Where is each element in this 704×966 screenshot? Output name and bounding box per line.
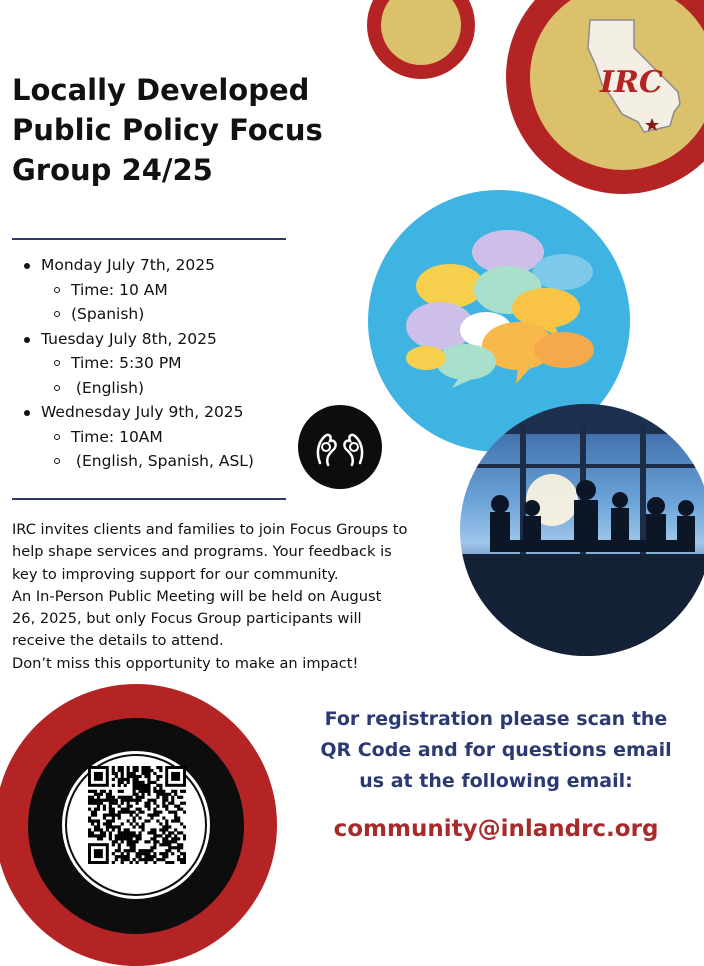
schedule-time-3: Time: 10AM: [22, 425, 312, 450]
decor-circle-small: [367, 0, 475, 79]
schedule-time-2: Time: 5:30 PM: [22, 351, 312, 376]
schedule-day-2: Tuesday July 8th, 2025: [22, 327, 312, 352]
qr-code[interactable]: [88, 766, 186, 864]
page-title: Locally Developed Public Policy Focus Group 24/25: [12, 73, 323, 187]
schedule-language-3: (English, Spanish, ASL): [22, 449, 312, 474]
meeting-silhouette-image: [460, 404, 704, 656]
contact-email-link[interactable]: community@inlandrc.org: [333, 816, 659, 842]
divider-bottom: [12, 498, 286, 500]
logo-text: IRC: [600, 65, 663, 100]
schedule-list: [22, 253, 312, 474]
description-text: IRC invites clients and families to join Focus Groups to help shape services and programs. Your feedback is key to improving support for our community. An In-Person Public Meeting will be held on August 26, 2025, but only Focus Group participants will receive the details to attend. Don’t miss this opportunity to make an impact!: [12, 521, 408, 672]
schedule-language-2: (English): [22, 376, 312, 401]
schedule-time-1: Time: 10 AM: [22, 278, 312, 303]
irc-california-logo: [582, 18, 692, 136]
registration-text: For registration please scan the QR Code and for questions email us at the following email:: [320, 708, 672, 792]
schedule-day-3: Wednesday July 9th, 2025: [22, 400, 312, 425]
logo-circle: [506, 0, 704, 194]
asl-hands-icon: [298, 405, 382, 489]
divider-top: [12, 238, 286, 240]
qr-circle: [0, 684, 277, 966]
schedule-language-1: (Spanish): [22, 302, 312, 327]
schedule-day-1: Monday July 7th, 2025: [22, 253, 312, 278]
